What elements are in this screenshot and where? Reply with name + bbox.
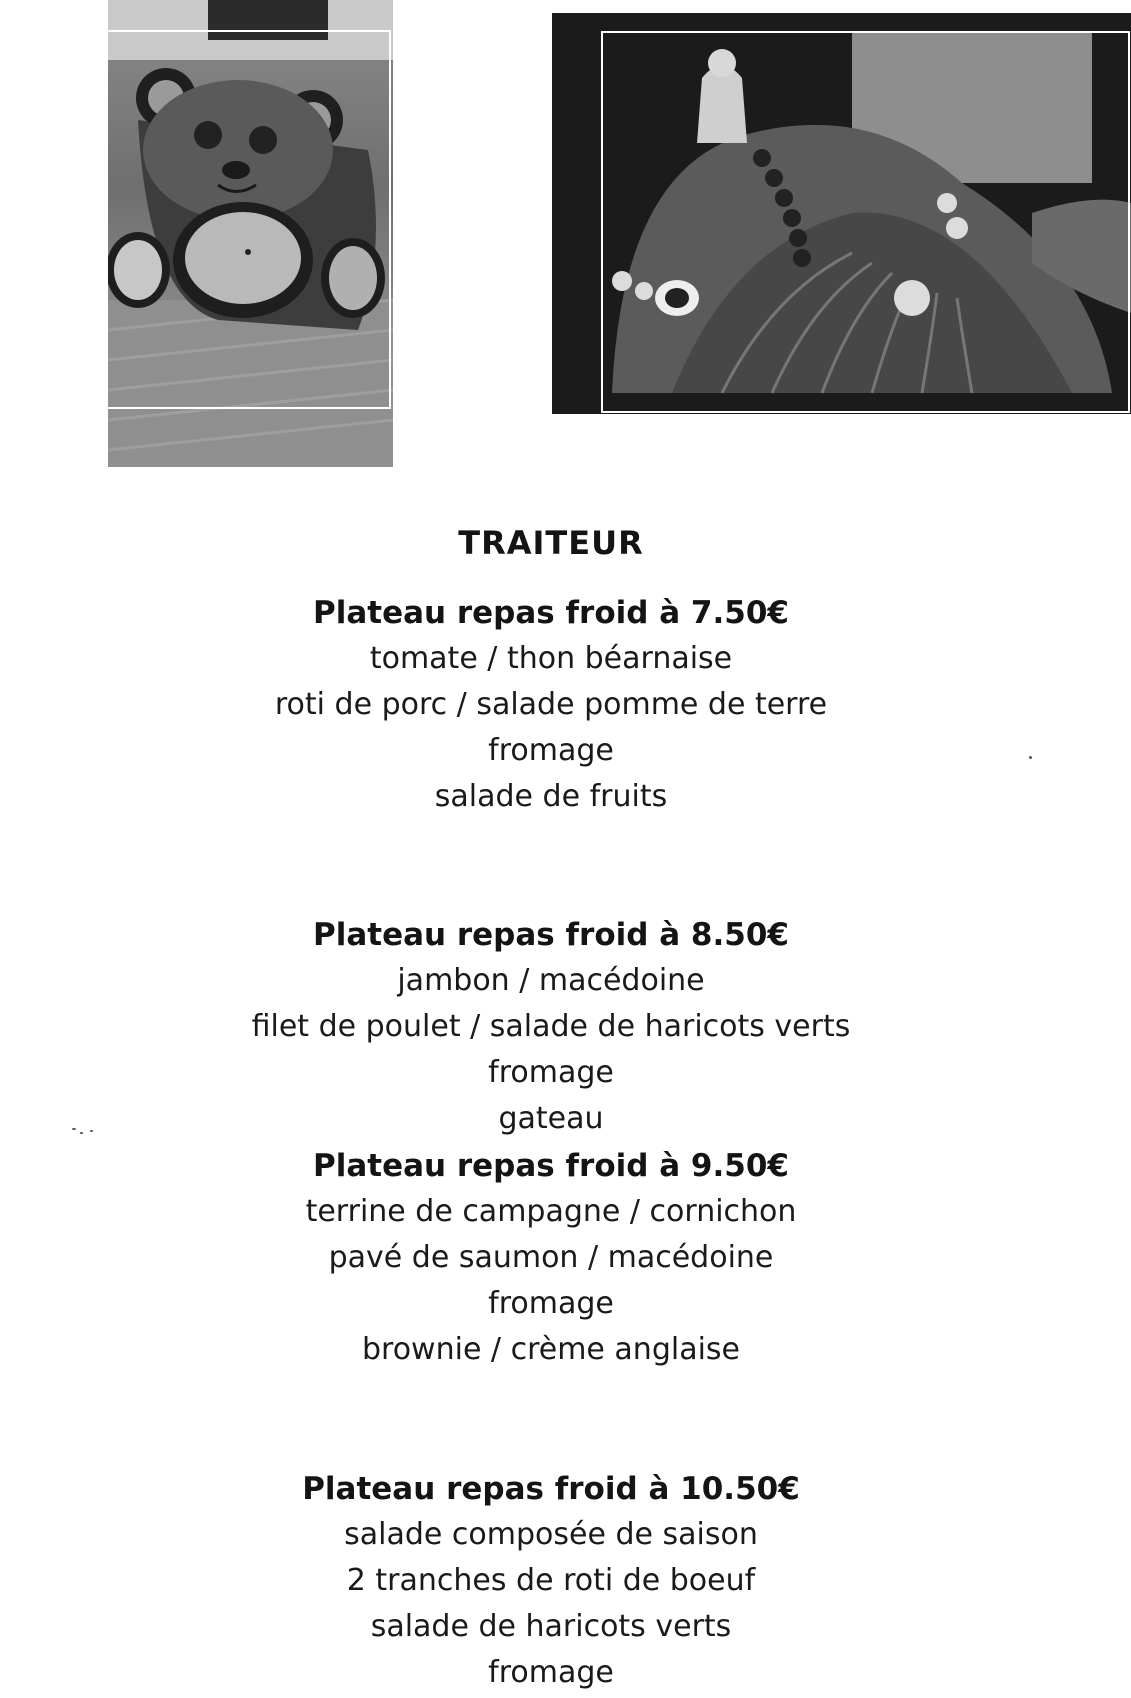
- menu-item: tomate / thon béarnaise: [369, 641, 733, 676]
- menu-item: gateau: [498, 1101, 604, 1136]
- menu-item: terrine de campagne / cornichon: [305, 1194, 797, 1229]
- decorated-centerpiece-photo: [552, 13, 1131, 414]
- menu-item: salade de haricots verts: [370, 1609, 732, 1644]
- teddy-bear-cake-photo: [108, 0, 393, 467]
- menu-item: fromage: [488, 1055, 614, 1090]
- menu-section: [0, 1143, 1102, 1373]
- photo-frame: [601, 31, 1130, 413]
- menu-item: fromage: [488, 1286, 614, 1321]
- section-heading: Plateau repas froid à 8.50€: [312, 917, 789, 953]
- menu-item: fromage: [488, 733, 614, 768]
- section-heading: Plateau repas froid à 10.50€: [302, 1471, 800, 1507]
- menu-item: pavé de saumon / macédoine: [328, 1240, 774, 1275]
- section-heading: Plateau repas froid à 7.50€: [312, 595, 789, 631]
- menu-section: [0, 912, 1102, 1142]
- menu-section: [0, 590, 1102, 820]
- photo-frame: [108, 30, 391, 409]
- menu-item: fromage: [488, 1655, 614, 1690]
- menu-item: roti de porc / salade pomme de terre: [274, 687, 828, 722]
- menu-title: TRAITEUR: [458, 524, 644, 562]
- menu-item: salade composée de saison: [344, 1517, 758, 1552]
- menu-item: brownie / crème anglaise: [361, 1332, 741, 1367]
- menu-section: [0, 1466, 1102, 1696]
- menu-item: salade de fruits: [434, 779, 668, 814]
- menu-item: jambon / macédoine: [397, 963, 705, 998]
- menu-item: filet de poulet / salade de haricots verts: [251, 1009, 851, 1044]
- menu-item: 2 tranches de roti de boeuf: [346, 1563, 756, 1598]
- section-heading: Plateau repas froid à 9.50€: [312, 1148, 789, 1184]
